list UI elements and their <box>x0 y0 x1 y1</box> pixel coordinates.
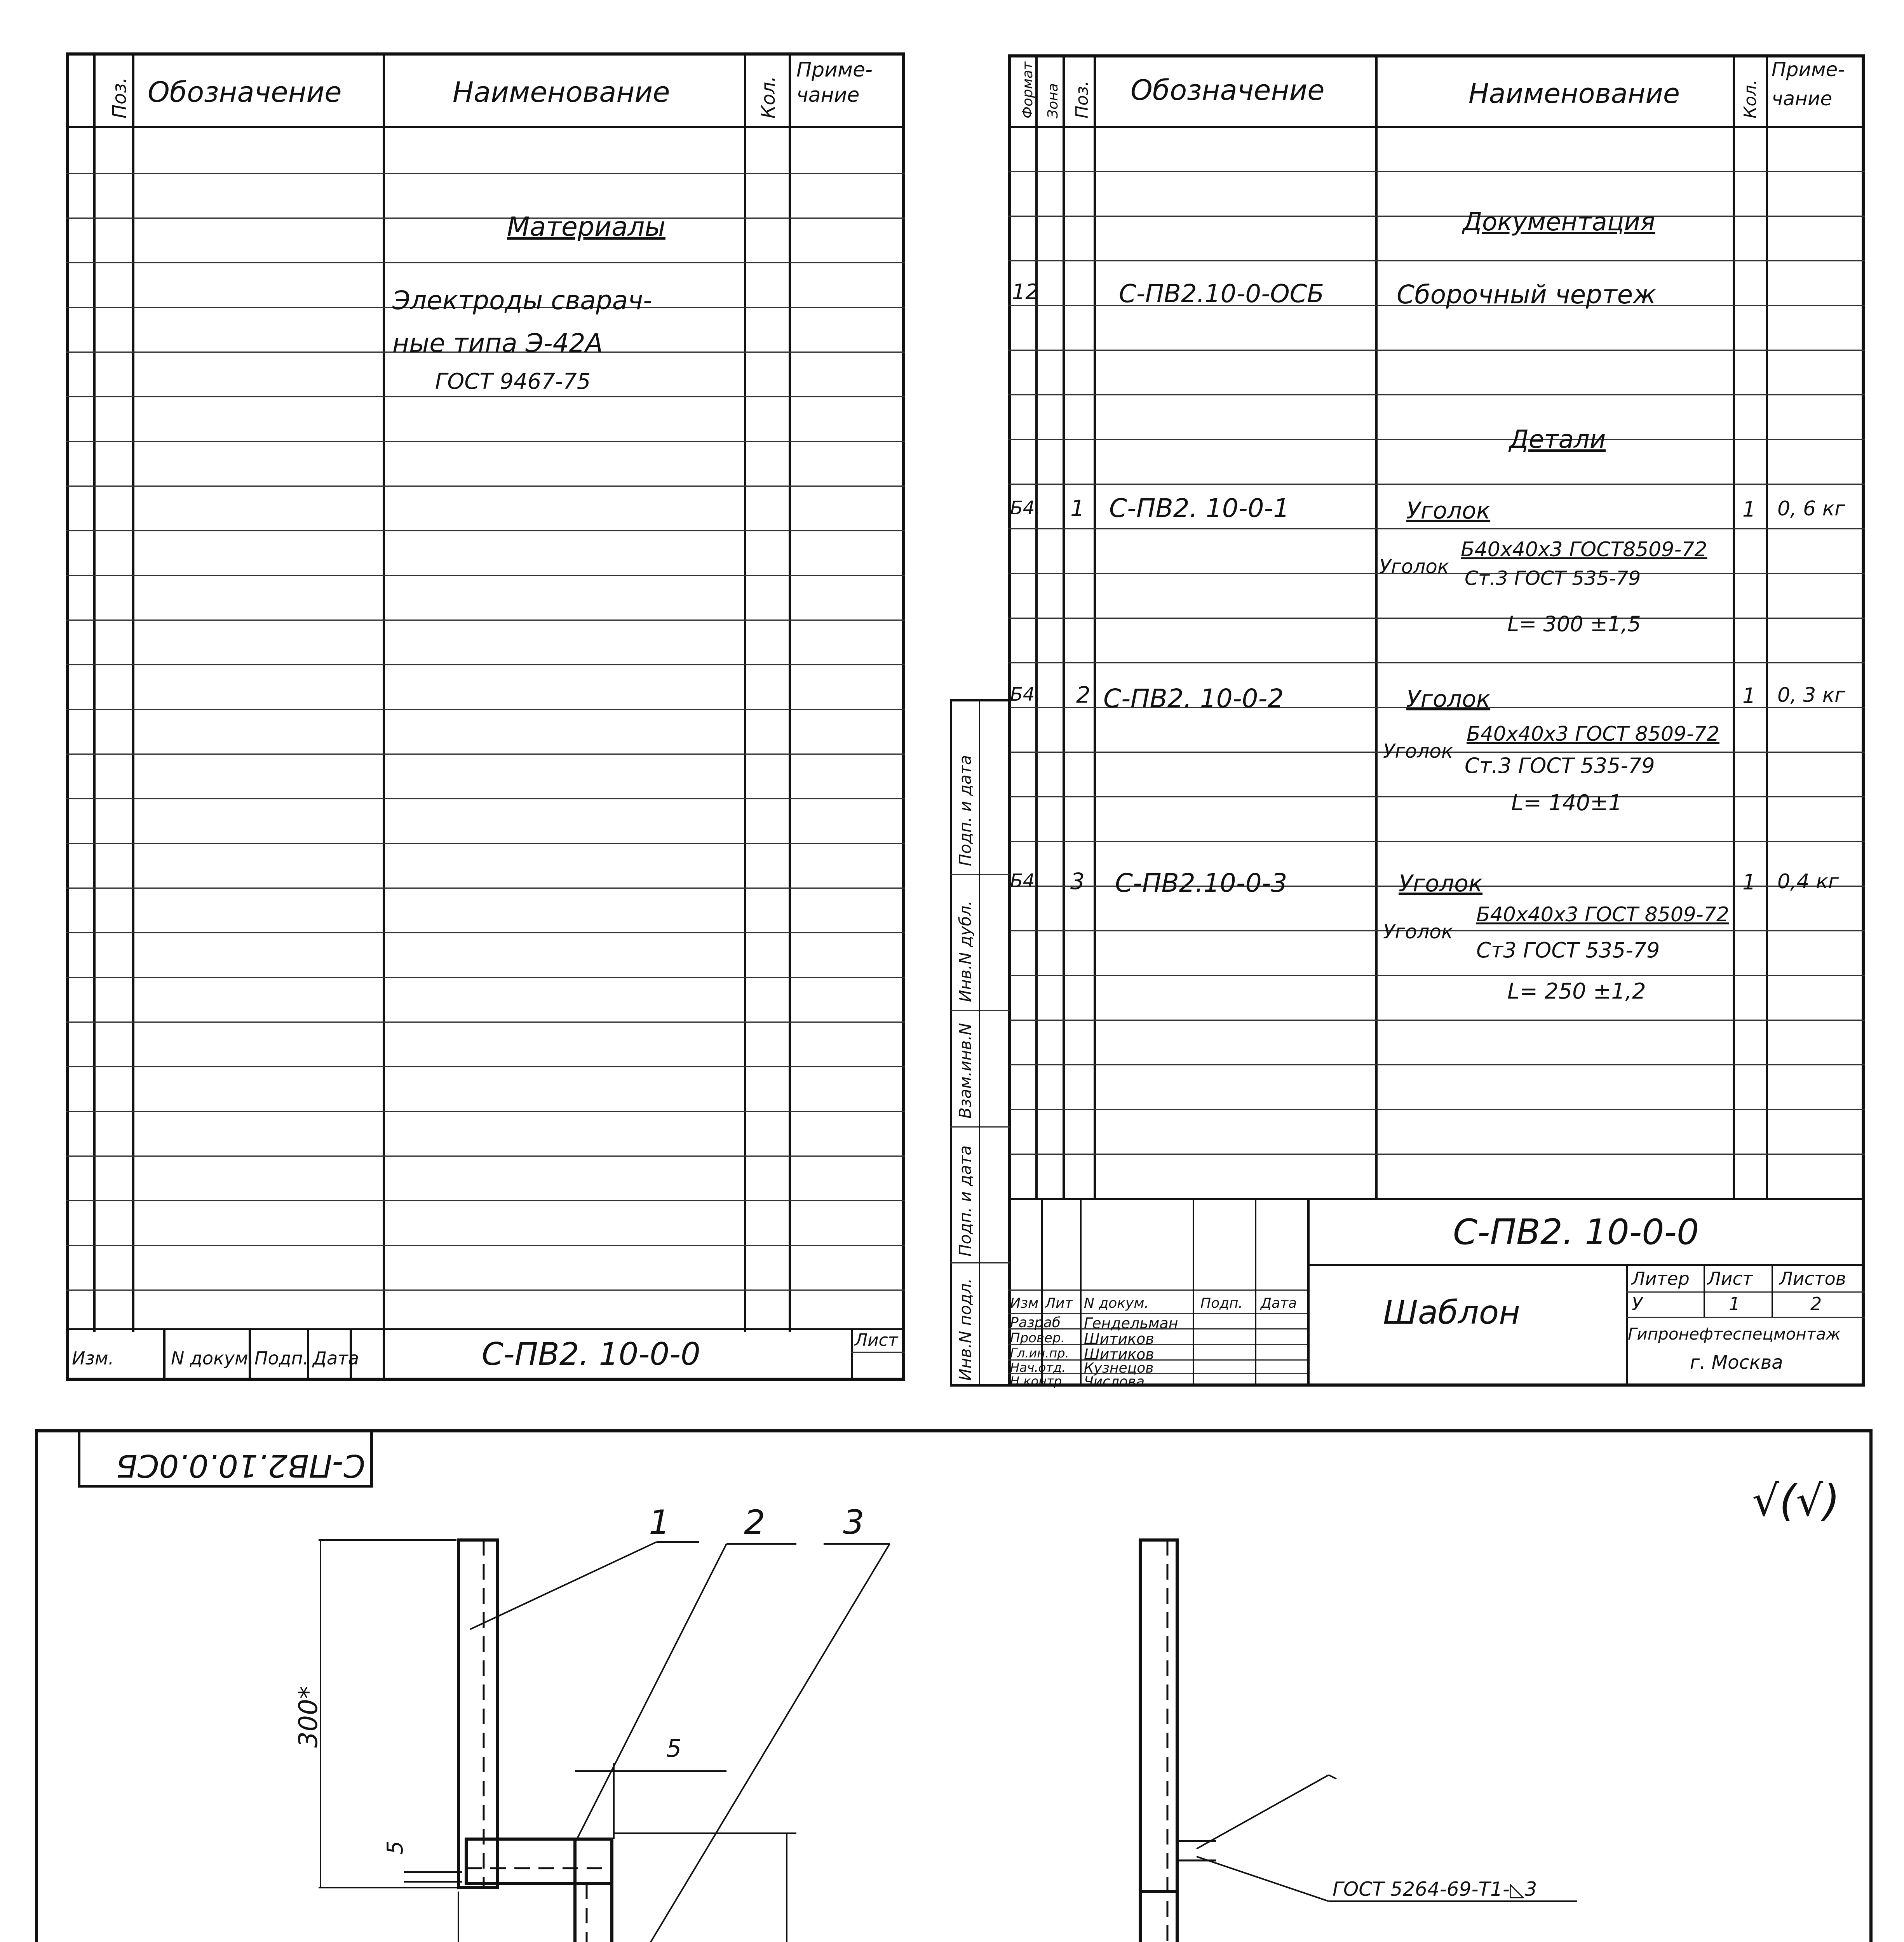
header-zone: Зона <box>1045 83 1061 118</box>
stamp-izm: Изм. <box>72 1348 114 1369</box>
right-stamp-role-5: Н.контр. <box>1010 1374 1066 1389</box>
right-stamp-code: С-ПВ2. 10-0-0 <box>1453 1212 1699 1253</box>
right-stamp-title: Шаблон <box>1383 1293 1521 1331</box>
part2-outline <box>466 1839 612 1884</box>
leader-3: 3 <box>843 1503 864 1542</box>
right-stamp-city: г. Москва <box>1690 1352 1783 1373</box>
main-view <box>458 1540 612 1942</box>
right-stamp-name-2: Шитиков <box>1084 1330 1154 1347</box>
dim-5-top: 5 <box>666 1734 682 1763</box>
right-stamp-name-1: Гендельман <box>1084 1315 1178 1332</box>
side-view-upper <box>1140 1540 1177 1892</box>
part3-outline <box>575 1839 612 1942</box>
part1-pos: 1 <box>1070 495 1085 522</box>
right-stamp-liter-label: Литер <box>1632 1268 1690 1289</box>
leader-2: 2 <box>744 1503 765 1542</box>
part2-spec-top: Б40х40х3 ГОСТ 8509-72 <box>1467 722 1719 746</box>
header-name-right: Наименование <box>1469 78 1680 110</box>
side-label-1: Подп. и дата <box>956 755 975 866</box>
part2-name: Уголок <box>1406 686 1491 713</box>
header-note-top: Приме- <box>796 58 873 82</box>
header-note-bottom: чание <box>796 84 860 107</box>
weld-note: ГОСТ 5264-69-Т1-◺3 <box>1333 1878 1537 1900</box>
part1-spec-top: Б40х40х3 ГОСТ8509-72 <box>1461 538 1707 561</box>
part2-length: L= 140±1 <box>1511 790 1622 816</box>
side-view <box>1140 1540 1216 1942</box>
right-stamp-col-lit: Лит <box>1045 1295 1073 1311</box>
right-stamp-col-izm: Изм <box>1010 1295 1039 1311</box>
side-label-4: Подп. и дата <box>956 1145 975 1256</box>
header-pos-right: Поз. <box>1072 80 1092 118</box>
part3-format: Б4. <box>1010 870 1041 892</box>
part3-name: Уголок <box>1399 870 1483 897</box>
part3-length: L= 250 ±1,2 <box>1507 979 1646 1004</box>
header-name: Наименование <box>453 76 670 108</box>
roughness-symbol: √(√) <box>1752 1476 1840 1526</box>
right-stamp-org: Гипронефтеспецмонтаж <box>1628 1324 1841 1343</box>
right-stamp-role-1: Разраб <box>1010 1315 1061 1331</box>
right-stamp-col-sign: Подп. <box>1200 1295 1243 1311</box>
side-label-3: Взам.инв.N <box>956 1023 975 1119</box>
part1-spec-bottom: Ст.3 ГОСТ 535-79 <box>1465 567 1641 590</box>
material-line-3: ГОСТ 9467-75 <box>435 369 591 394</box>
part1-name: Уголок <box>1406 497 1491 524</box>
right-stamp-sheets: 2 <box>1810 1293 1822 1314</box>
header-designation-right: Обозначение <box>1131 74 1325 106</box>
part2-format: Б4. <box>1010 684 1041 705</box>
dim-300: 300* <box>293 1686 323 1748</box>
docs-name: Сборочный чертеж <box>1397 280 1656 310</box>
right-stamp-col-date: Дата <box>1261 1295 1297 1311</box>
part1-length: L= 300 ±1,5 <box>1507 612 1641 636</box>
part1-mass: 0, 6 кг <box>1777 497 1845 520</box>
part3-spec-bottom: Ст3 ГОСТ 535-79 <box>1476 938 1660 962</box>
docs-designation: С-ПВ2.10-0-ОСБ <box>1119 280 1324 308</box>
material-line-2: ные типа Э-42А <box>392 328 603 358</box>
right-stamp-name-3: Шитиков <box>1084 1346 1154 1363</box>
section-docs: Документация <box>1463 208 1655 237</box>
header-note-bottom-right: чание <box>1772 87 1833 110</box>
right-stamp-role-4: Нач.отд. <box>1010 1360 1066 1375</box>
right-stamp-name-5: Числова <box>1084 1374 1145 1390</box>
header-qty-right: Кол. <box>1740 79 1760 118</box>
right-stamp-role-2: Провер. <box>1010 1330 1065 1346</box>
part1-outline <box>458 1540 497 1888</box>
header-pos: Поз. <box>109 77 131 118</box>
material-line-1: Электроды сварач- <box>392 285 652 315</box>
header-format: Формат <box>1020 61 1036 118</box>
stamp-date: Дата <box>313 1348 359 1369</box>
part2-pos: 2 <box>1076 682 1090 708</box>
part2-spec-label: Уголок <box>1383 740 1453 762</box>
part3-spec-label: Уголок <box>1383 921 1453 943</box>
part3-mass: 0,4 кг <box>1777 870 1839 893</box>
right-stamp-role-3: Гл.ин.пр. <box>1010 1346 1069 1361</box>
leader-1: 1 <box>649 1503 670 1542</box>
section-materials: Материалы <box>507 212 665 242</box>
right-stamp-name-4: Кузнецов <box>1084 1360 1154 1376</box>
header-designation: Обозначение <box>148 76 342 108</box>
part3-qty: 1 <box>1742 870 1756 894</box>
part2-designation: С-ПВ2. 10-0-2 <box>1103 684 1284 713</box>
stamp-sheet: Лист <box>855 1330 898 1350</box>
right-stamp-sheets-label: Листов <box>1779 1268 1846 1289</box>
header-note-top-right: Приме- <box>1772 58 1845 81</box>
part1-spec-label: Уголок <box>1379 555 1449 578</box>
part3-designation: С-ПВ2.10-0-3 <box>1115 868 1287 898</box>
stamp-sign: Подп. <box>254 1348 309 1369</box>
header-qty: Кол. <box>758 76 779 118</box>
docs-format: 12 <box>1012 280 1039 304</box>
side-label-5: Инв.N подл. <box>956 1278 975 1381</box>
part2-spec-bottom: Ст.3 ГОСТ 535-79 <box>1465 753 1655 778</box>
stamp-doc: N докум. <box>171 1348 254 1369</box>
part3-pos: 3 <box>1070 868 1085 894</box>
side-view-lower <box>1140 1892 1177 1942</box>
right-stamp-col-doc: N докум. <box>1084 1295 1149 1311</box>
right-stamp-sheet: 1 <box>1729 1293 1740 1314</box>
section-parts: Детали <box>1509 425 1606 454</box>
dim-5-left: 5 <box>383 1841 408 1855</box>
side-label-2: Инв.N дубл. <box>956 900 975 1002</box>
part1-format: Б4. <box>1010 497 1041 519</box>
right-stamp-liter: У <box>1632 1293 1643 1314</box>
part1-designation: С-ПВ2. 10-0-1 <box>1109 493 1290 523</box>
right-stamp-sheet-label: Лист <box>1707 1268 1753 1289</box>
left-stamp-code: С-ПВ2. 10-0-0 <box>482 1336 700 1372</box>
part2-mass: 0, 3 кг <box>1777 684 1845 707</box>
part3-spec-top: Б40х40х3 ГОСТ 8509-72 <box>1476 903 1729 926</box>
part2-qty: 1 <box>1742 684 1756 708</box>
rotated-code: С-ПВ2.10.0.0СБ <box>116 1448 365 1484</box>
part1-qty: 1 <box>1742 497 1756 522</box>
